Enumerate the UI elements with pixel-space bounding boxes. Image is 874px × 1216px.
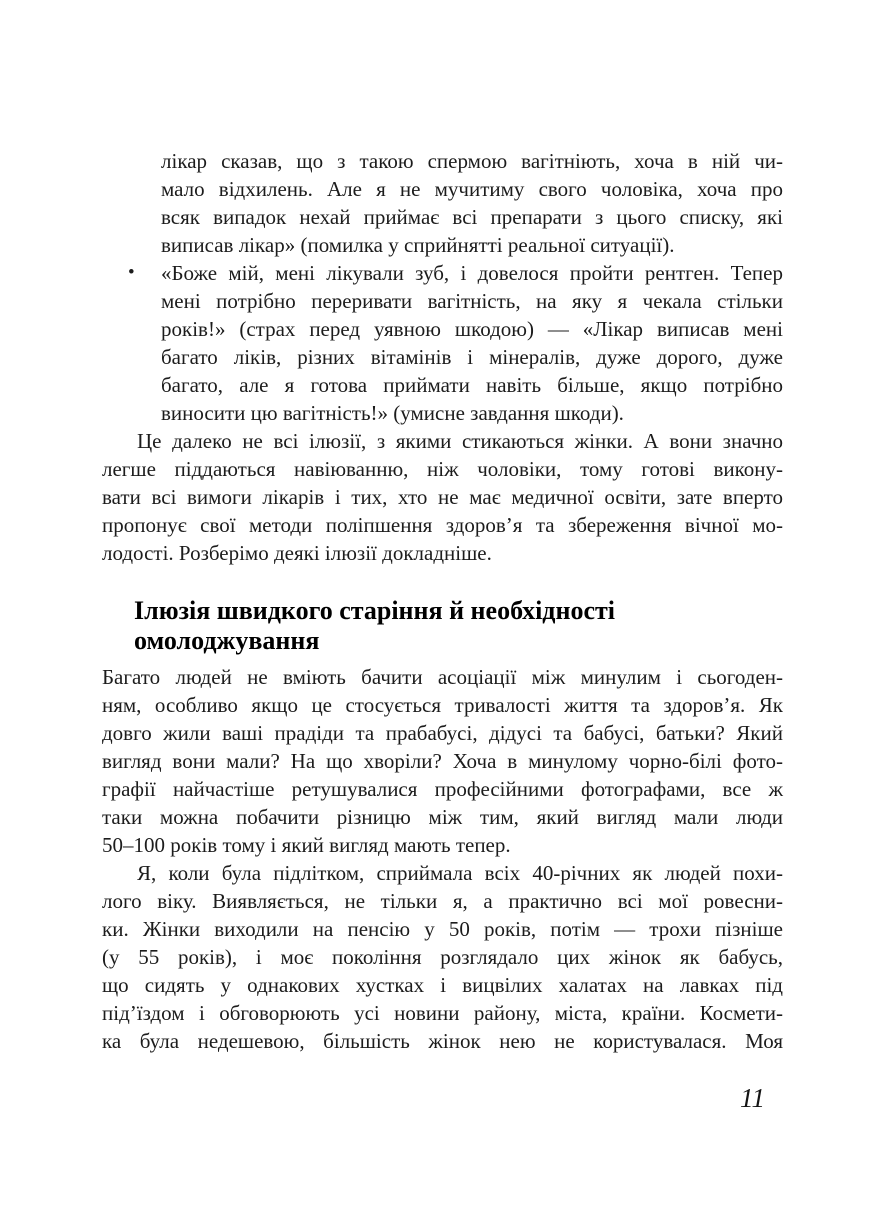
bullet-list-item xyxy=(102,259,783,427)
text-line: легше піддаються навіюванню, ніж чоловіки, тому готові викону- xyxy=(102,457,783,481)
text-line: вати всі вимоги лікарів і тих, хто не має медичної освіти, зате вперто xyxy=(102,485,783,509)
text-line: Я, коли була підлітком, сприймала всіх 40-річних як людей похи- xyxy=(137,861,783,885)
text-line: мало відхилень. Але я не мучитиму свого чоловіка, хоча про xyxy=(161,177,783,201)
text-line: 50–100 років тому і який вигляд мають тепер. xyxy=(102,833,511,857)
text-line: лодості. Розберімо деякі ілюзії докладніше. xyxy=(102,541,492,565)
text-line: ка була недешевою, більшість жінок нею не користувалася. Моя xyxy=(102,1029,783,1053)
paragraph xyxy=(102,859,783,1055)
bullet-item-continuation xyxy=(102,147,783,259)
heading-line: омолоджування xyxy=(134,626,320,655)
text-line: таки можна побачити різницю між тим, який вигляд мали люди xyxy=(102,805,783,829)
text-line: пропонує свої методи поліпшення здоров’я та збереження вічної мо- xyxy=(102,513,783,537)
text-line: графії найчастіше ретушувалися професійними фотографами, все ж xyxy=(102,777,783,801)
section-heading xyxy=(102,596,783,656)
text-line: довго жили ваші прадіди та прабабусі, дідусі та бабусі, батьки? Який xyxy=(102,721,783,745)
text-line: вигляд вони мали? На що хворіли? Хоча в минулому чорно-білі фото- xyxy=(102,749,783,773)
text-line: Це далеко не всі ілюзії, з якими стикаються жінки. А вони значно xyxy=(137,429,783,453)
text-line: років!» (страх перед уявною шкодою) — «Лікар виписав мені xyxy=(161,317,783,341)
heading-line: Ілюзія швидкого старіння й необхідності xyxy=(134,596,615,625)
text-line: ням, особливо якщо це стосується тривалості життя та здоров’я. Як xyxy=(102,693,783,717)
text-line: (у 55 років), і моє покоління розглядало цих жінок як бабусь, xyxy=(102,945,783,969)
text-line: під’їздом і обговорюють усі новини району, міста, країни. Космети- xyxy=(102,1001,783,1025)
text-line: лікар сказав, що з такою спермою вагітніють, хоча в ній чи- xyxy=(161,149,783,173)
paragraph xyxy=(102,663,783,859)
text-line: «Боже мій, мені лікували зуб, і довелося пройти рентген. Тепер xyxy=(161,261,783,285)
page-number: 11 xyxy=(740,1083,765,1113)
text-line: мені потрібно переривати вагітність, на яку я чекала стільки xyxy=(161,289,783,313)
text-line: всяк випадок нехай приймає всі препарати з цього списку, які xyxy=(161,205,783,229)
paragraph xyxy=(102,427,783,567)
text-line: виносити цю вагітність!» (умисне завдання шкоди). xyxy=(161,401,624,425)
text-line: Багато людей не вміють бачити асоціації між минулим і сьогоден- xyxy=(102,665,783,689)
text-column xyxy=(102,147,783,1055)
text-line: ки. Жінки виходили на пенсію у 50 років, потім — трохи пізніше xyxy=(102,917,783,941)
text-line: багато, але я готова приймати навіть більше, якщо потрібно xyxy=(161,373,783,397)
text-line: що сидять у однакових хустках і вицвілих халатах на лавках під xyxy=(102,973,783,997)
bullet-icon: • xyxy=(128,262,135,283)
text-line: виписав лікар» (помилка у сприйнятті реальної ситуації). xyxy=(161,233,675,257)
text-line: багато ліків, різних вітамінів і мінералів, дуже дорого, дуже xyxy=(161,345,783,369)
text-line: лого віку. Виявляється, не тільки я, а практично всі мої ровесни- xyxy=(102,889,783,913)
